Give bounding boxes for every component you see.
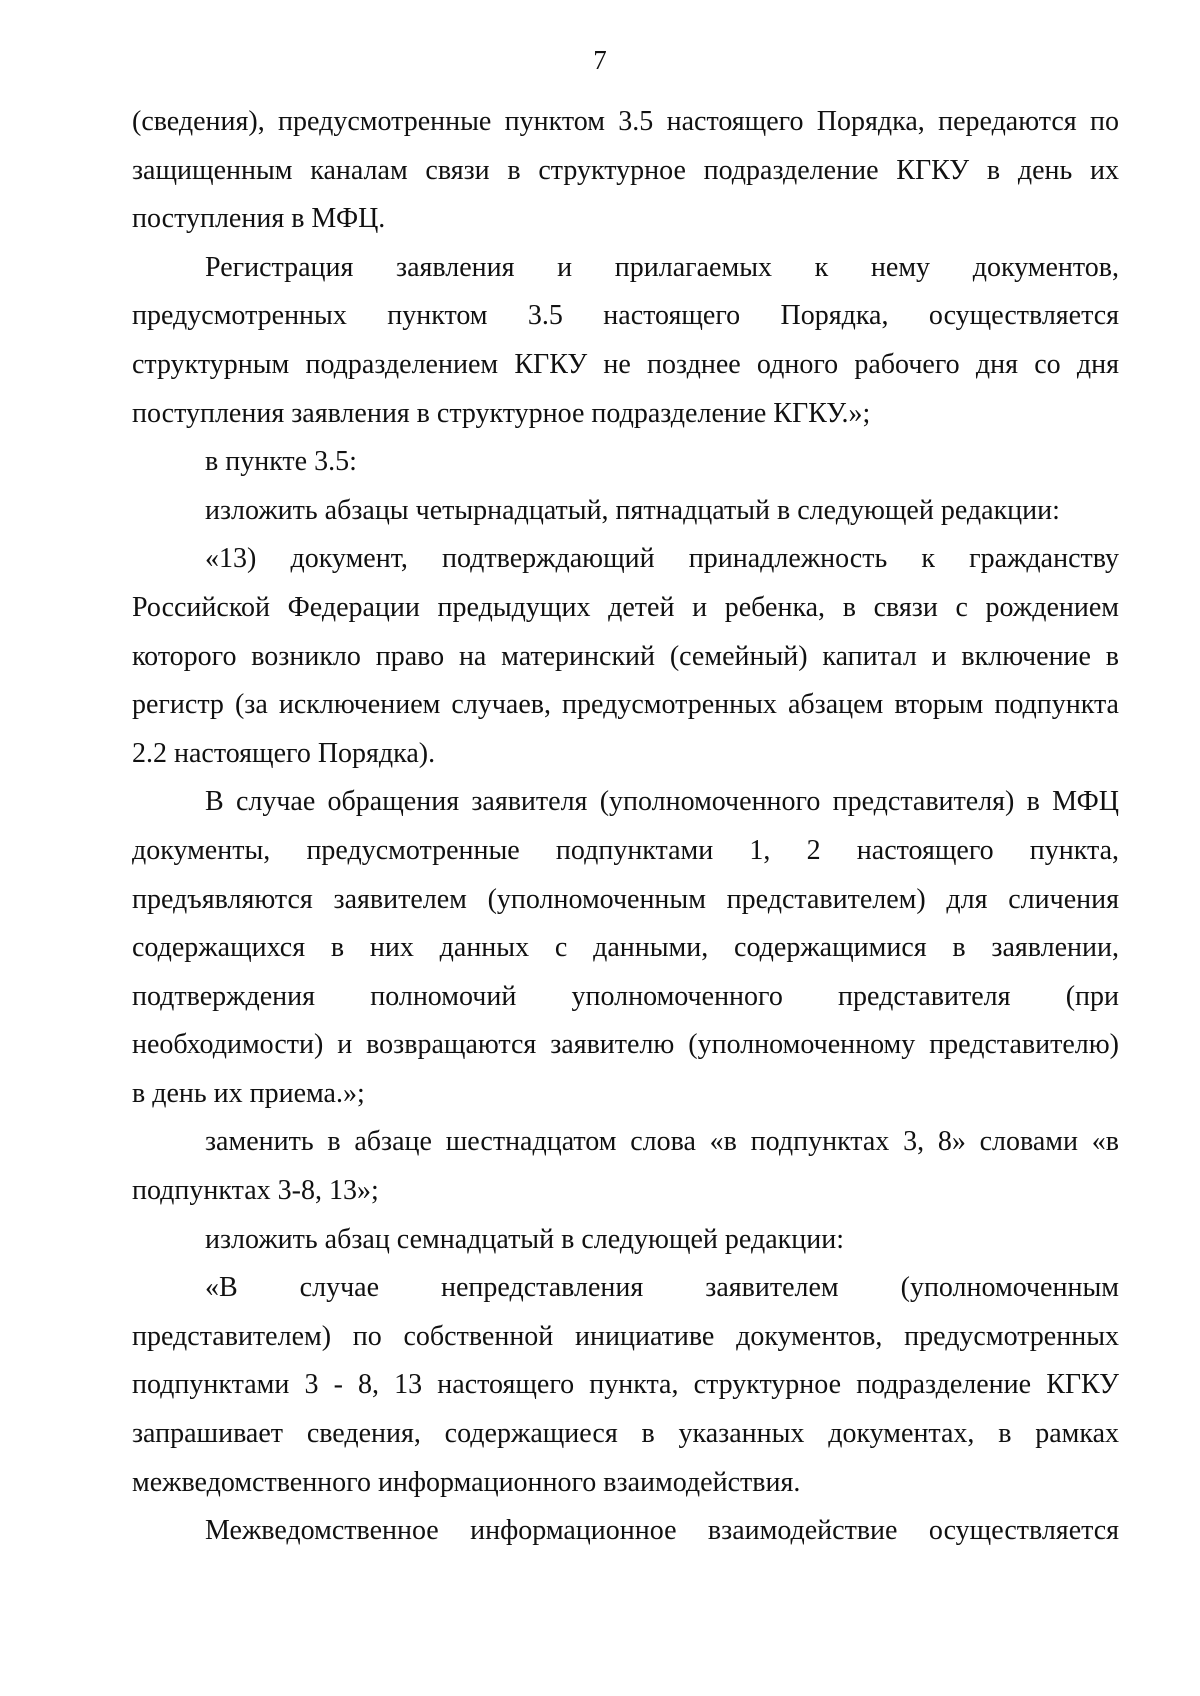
text-line: (сведения), предусмотренные пунктом 3.5 настоящего Порядка, передаются по <box>132 106 1119 137</box>
text-line: Российской Федерации предыдущих детей и ребенка, в связи с рождением <box>132 591 1119 623</box>
text-line: заменить в абзаце шестнадцатом слова «в подпунктах 3, 8» словами «в <box>205 1126 1119 1158</box>
text-line: подтверждения полномочий уполномоченного представителя (при <box>132 980 1119 1012</box>
text-line: документы, предусмотренные подпунктами 1, 2 настоящего пункта, <box>132 834 1119 866</box>
text-line: Регистрация заявления и прилагаемых к нему документов, <box>205 251 1119 283</box>
text-line: предъявляются заявителем (уполномоченным представителем) для сличения <box>132 883 1119 915</box>
text-line: подпунктами 3 - 8, 13 настоящего пункта, структурное подразделение КГКУ <box>132 1369 1119 1401</box>
text-line: «В случае непредставления заявителем (уполномоченным <box>205 1272 1119 1304</box>
text-line: защищенным каналам связи в структурное подразделение КГКУ в день их <box>132 154 1119 186</box>
text-line: в пункте 3.5: <box>205 446 357 478</box>
text-line: межведомственного информационного взаимодействия. <box>132 1466 801 1498</box>
text-line: изложить абзацы четырнадцатый, пятнадцатый в следующей редакции: <box>205 494 1060 526</box>
text-line: регистр (за исключением случаев, предусмотренных абзацем вторым подпункта <box>132 689 1119 721</box>
text-line: изложить абзац семнадцатый в следующей редакции: <box>205 1223 844 1255</box>
text-line: предусмотренных пунктом 3.5 настоящего Порядка, осуществляется <box>132 300 1119 332</box>
text-line: необходимости) и возвращаются заявителю (уполномоченному представителю) <box>132 1029 1119 1061</box>
text-line: которого возникло право на материнский (семейный) капитал и включение в <box>132 640 1119 672</box>
text-line: представителем) по собственной инициативе документов, предусмотренных <box>132 1320 1119 1352</box>
page-number: 7 <box>593 45 607 75</box>
text-line: В случае обращения заявителя (уполномоченного представителя) в МФЦ <box>205 786 1119 818</box>
text-line: содержащихся в них данных с данными, содержащимися в заявлении, <box>132 932 1119 964</box>
document-body <box>132 98 1119 1556</box>
text-line: поступления заявления в структурное подразделение КГКУ.»; <box>132 397 871 429</box>
text-line: в день их приема.»; <box>132 1077 365 1109</box>
text-line: 2.2 настоящего Порядка). <box>132 737 436 769</box>
text-line: поступления в МФЦ. <box>132 203 386 235</box>
text-line: подпунктах 3-8, 13»; <box>132 1175 379 1207</box>
text-line: запрашивает сведения, содержащиеся в указанных документах, в рамках <box>132 1418 1119 1450</box>
text-line: структурным подразделением КГКУ не позднее одного рабочего дня со дня <box>132 348 1119 380</box>
text-line: Межведомственное информационное взаимодействие осуществляется <box>205 1515 1119 1547</box>
text-line: «13) документ, подтверждающий принадлежность к гражданству <box>205 543 1119 575</box>
